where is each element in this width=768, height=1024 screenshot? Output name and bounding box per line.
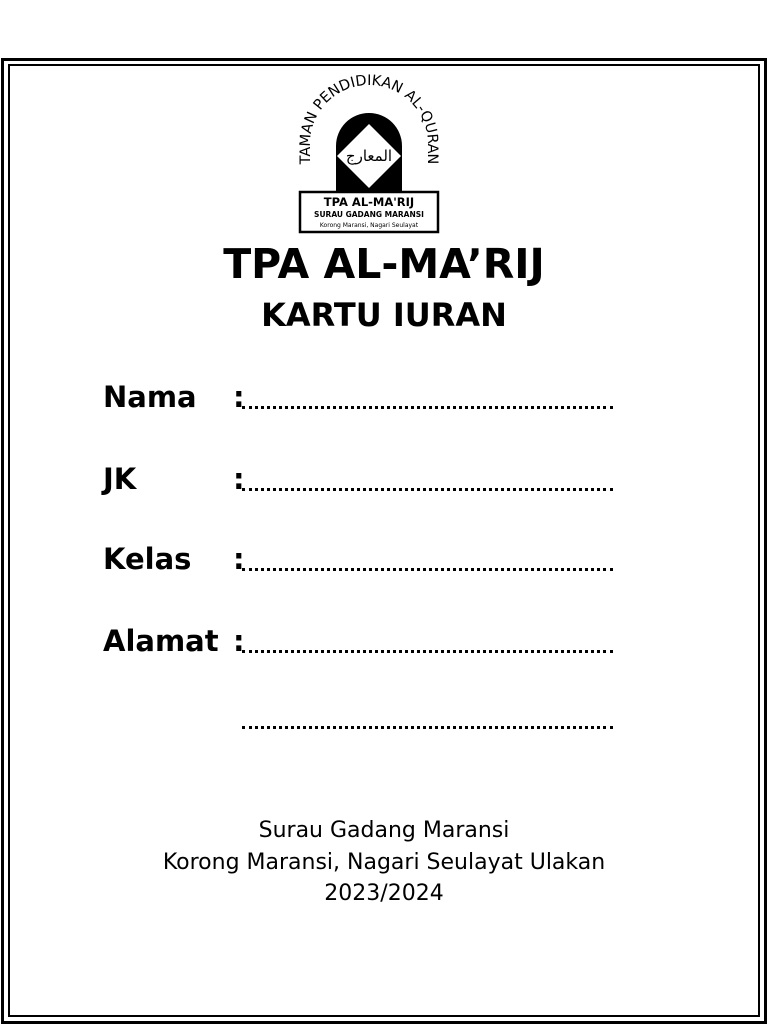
field-line-jk[interactable] <box>242 488 613 491</box>
logo-arc-text: TAMAN PENDIDIKAN AL-QURAN <box>297 74 441 165</box>
page-title: TPA AL-MA’RIJ <box>223 240 545 288</box>
field-colon: : <box>233 542 245 576</box>
field-label-kelas: Kelas <box>103 542 192 576</box>
field-label-alamat: Alamat <box>103 624 219 658</box>
field-line-alamat[interactable] <box>242 650 613 653</box>
footer-location: Surau Gadang Maransi <box>258 818 510 843</box>
field-colon: : <box>233 624 245 658</box>
tpa-logo <box>296 74 442 234</box>
field-line-alamat-2[interactable] <box>242 726 613 729</box>
footer-year: 2023/2024 <box>324 881 444 906</box>
logo-plate-address: Korong Maransi, Nagari Seulayat <box>319 222 419 229</box>
footer-address: Korong Maransi, Nagari Seulayat Ulakan <box>162 850 606 875</box>
logo-arabic-text: المعارج <box>345 147 393 165</box>
field-colon: : <box>233 380 245 414</box>
field-line-nama[interactable] <box>242 406 613 409</box>
page-subtitle: KARTU IURAN <box>261 296 507 334</box>
field-label-jk: JK <box>103 462 137 496</box>
field-line-kelas[interactable] <box>242 568 613 571</box>
field-label-nama: Nama <box>103 380 197 414</box>
logo-plate-title: TPA AL-MA'RIJ <box>323 195 415 209</box>
field-colon: : <box>233 462 245 496</box>
logo-plate-subtitle: SURAU GADANG MARANSI <box>314 210 424 219</box>
